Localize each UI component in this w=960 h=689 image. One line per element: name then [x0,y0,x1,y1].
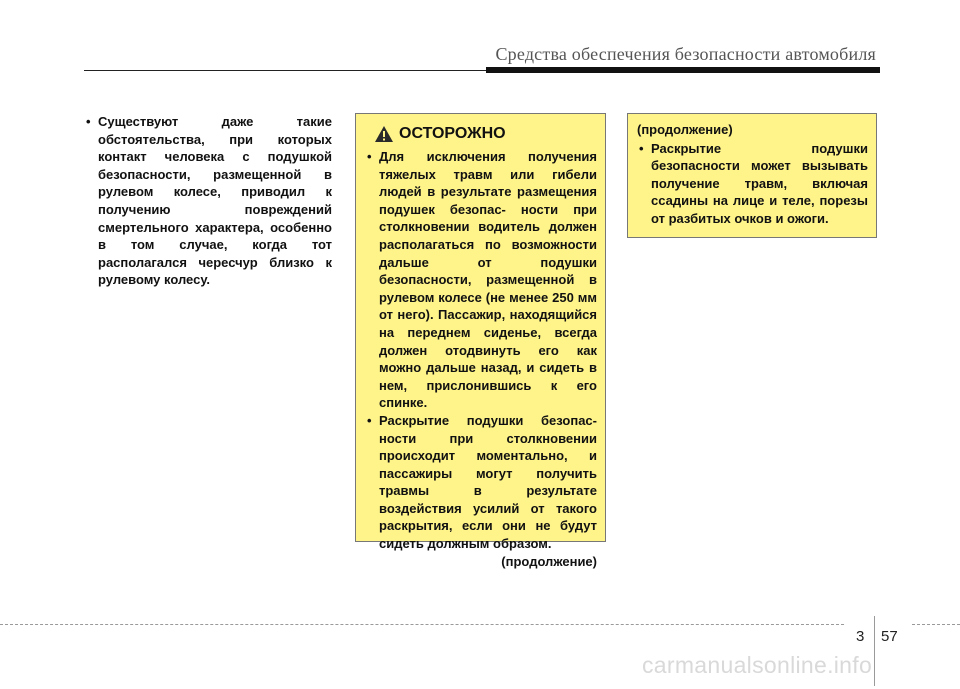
warning-bullet-2: • Раскрытие подушки безопас- ности при столкновении происходит моментально, и пассажиры могут получить травмы в результате воздействия усилий от такого раскрытия, если они не будут сидеть должным образом. [365,412,597,553]
section-title: Средства обеспечения безопасности автомобиля [495,44,876,64]
chapter-number: 3 [856,628,865,645]
warning-bullet-1: • Для исключения получения тяжелых травм или гибели людей в результате размещения подушек безопас- ности при столкновении водитель должен располагаться по возможности дальше от подушки безопасности, размещенной в рулевом колесе (не менее 250 мм от него). Пассажир, находящийся на переднем сиденье, всегда должен отодвинуть его как можно дальше назад, и сидеть в нем, прислонившись к его спинке. [365,148,597,412]
warning-triangle-icon [374,125,394,143]
footer-divider [874,616,875,686]
continued-box [627,113,877,238]
footer-rule-right [912,624,960,625]
left-column [84,113,332,289]
header-accent-bar [486,67,880,73]
continued-label-top: (продолжение) [637,122,733,137]
warning-box [355,113,606,569]
watermark: carmanualsonline.info [642,652,873,678]
warning-heading-text: ОСТОРОЖНО [399,125,506,142]
footer-rule [0,624,844,625]
warning-heading [374,124,597,144]
left-bullet-item: • Существуют даже такие обстоятельства, при которых контакт человека с подушкой безопасности, размещенной в рулевом колесе, приводил к получению повреждений смертельного характера, особенно в том случае, когда тот располагался чересчур близко к рулевому колесу. [84,113,332,289]
page-number: 57 [881,628,898,645]
continued-bullet: • Раскрытие подушки безопасности может вызывать получение травм, включая ссадины на лице и теле, порезы от разбитых очков и ожоги. [637,140,868,228]
continued-label: (продолжение) [501,553,597,569]
